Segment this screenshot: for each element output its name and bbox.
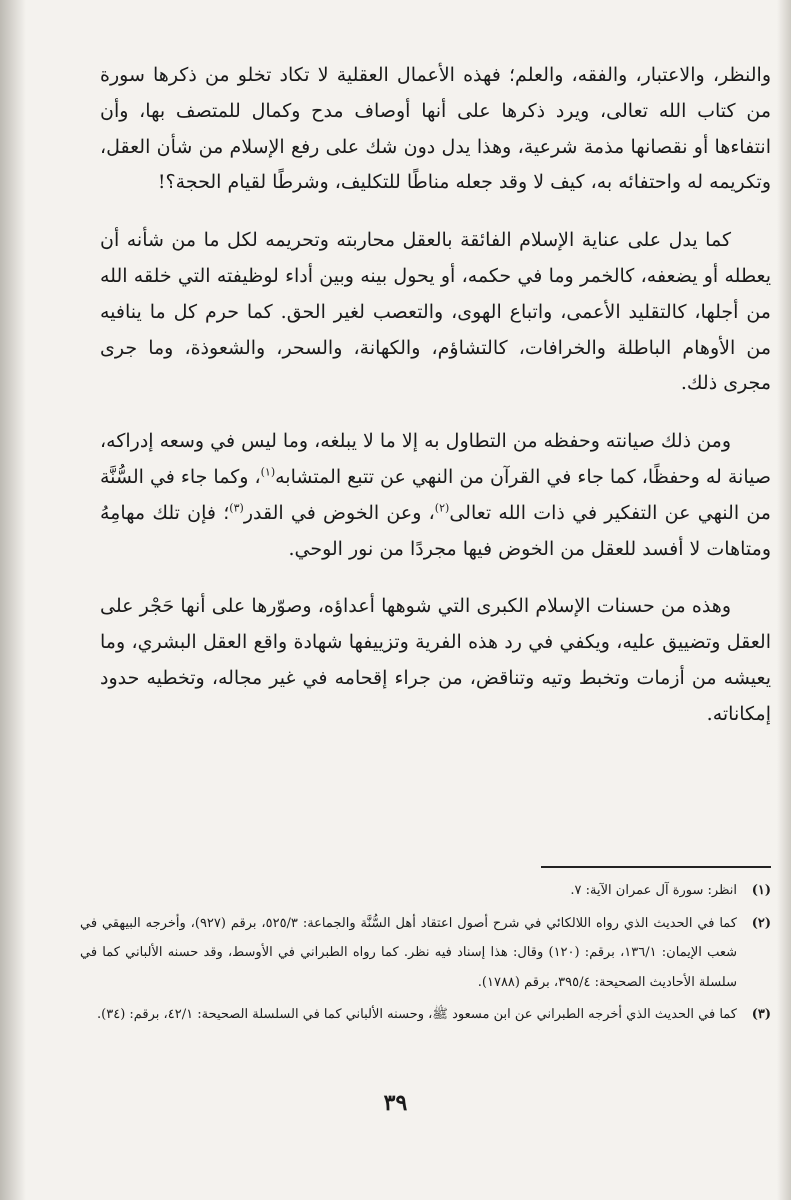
body-text: [100, 58, 771, 755]
paragraph-3-text-b: ، وكما جاء في السُّنَّة من النهي عن التفكير في ذات الله تعالى: [99, 465, 771, 524]
paragraph-4: وهذه من حسنات الإسلام الكبرى التي شوهها أعداؤه، وصوّرها على أنها حَجْر على العقل وتضييق عليه، ويكفي في رد هذه الفرية وتزييفها شهادة واقع العقل البشري، وما يعيشه من أزمات وتخبط وتيه وتناقض، من جراء إقحامه في غير مجاله، وتخطيه حدود إمكاناته.: [100, 595, 771, 725]
footnote-text: كما في الحديث الذي رواه اللالكائي في شرح أصول اعتقاد أهل السُّنَّة والجماعة: ٥٢٥/٣، برقم (٩٢٧)، وأخرجه البيهقي في شعب الإيمان: ١٣٦/١، برقم: (١٢٠) وقال: هذا إسناد فيه نظر. كما رواه الطبراني في الأوسط، وقد حسنه الألباني كما في سلسلة الأحاديث الصحيحة: ٣٩٥/٤، برقم (١٧٨٨).: [80, 915, 737, 990]
paragraph-3-text-d: ؛ فإن تلك مهامِهُ ومتاهات لا أفسد للعقل من الخوض فيها مجردًا من نور الوحي.: [100, 501, 771, 560]
footnote-text: انظر: سورة آل عمران الآية: ٧.: [570, 883, 737, 898]
footnote-number: (٣): [751, 1007, 771, 1022]
paragraph-1: والنظر، والاعتبار، والفقه، والعلم؛ فهذه الأعمال العقلية لا تكاد تخلو من ذكرها سورة من كتاب الله تعالى، ويرد ذكرها على أنها أوصاف مدح وكمال للمتصف بها، وأن انتفاءها أو نقصانها مذمة شرعية، وهذا يدل دون شك على رفع الإسلام من شأن العقل، وتكريمه له واحتفائه به، كيف لا وقد جعله مناطًا للتكليف، وشرطًا لقيام الحجة؟!: [100, 64, 771, 194]
footnote-3: [80, 1000, 771, 1030]
footnote-text: كما في الحديث الذي أخرجه الطبراني عن ابن مسعود ﷺ، وحسنه الألباني كما في السلسلة الصحيحة: ٤٢/١، برقم: (٣٤).: [97, 1007, 737, 1022]
page-number: ٣٩: [383, 1090, 408, 1116]
paragraph-3: [100, 424, 771, 567]
footnote-ref-3: (٣): [229, 501, 244, 515]
footnote-2: [80, 909, 771, 998]
footnote-separator: [541, 866, 771, 868]
footnotes: [80, 876, 771, 1033]
paragraph-2: كما يدل على عناية الإسلام الفائقة بالعقل محاربته وتحريمه لكل ما من شأنه أن يعطله أو يضعفه، كالخمر وما في حكمه، أو يحول بينه وبين أداء لوظيفته التي خلقه الله من أجلها، كالتقليد الأعمى، واتباع الهوى، والتعصب لغير الحق. كما حرم كل ما ينافيه من الأوهام الباطلة والخرافات، كالتشاؤم، والكهانة، والسحر، والشعوذة، وما جرى مجرى ذلك.: [100, 229, 771, 395]
footnote-1: [80, 876, 771, 906]
paragraph-3-text-c: ، وعن الخوض في القدر: [243, 501, 435, 524]
footnote-number: (١): [751, 883, 771, 898]
footnote-ref-1: (١): [260, 465, 276, 479]
paragraph-3-text-a: ومن ذلك صيانته وحفظه من التطاول به إلا ما لا يبلغه، وما ليس في وسعه إدراكه، صيانة له وحفظًا، كما جاء في القرآن من النهي عن تتبع المتشابه: [100, 430, 771, 488]
footnote-number: (٢): [751, 915, 771, 931]
footnote-ref-2: (٢): [434, 501, 450, 515]
